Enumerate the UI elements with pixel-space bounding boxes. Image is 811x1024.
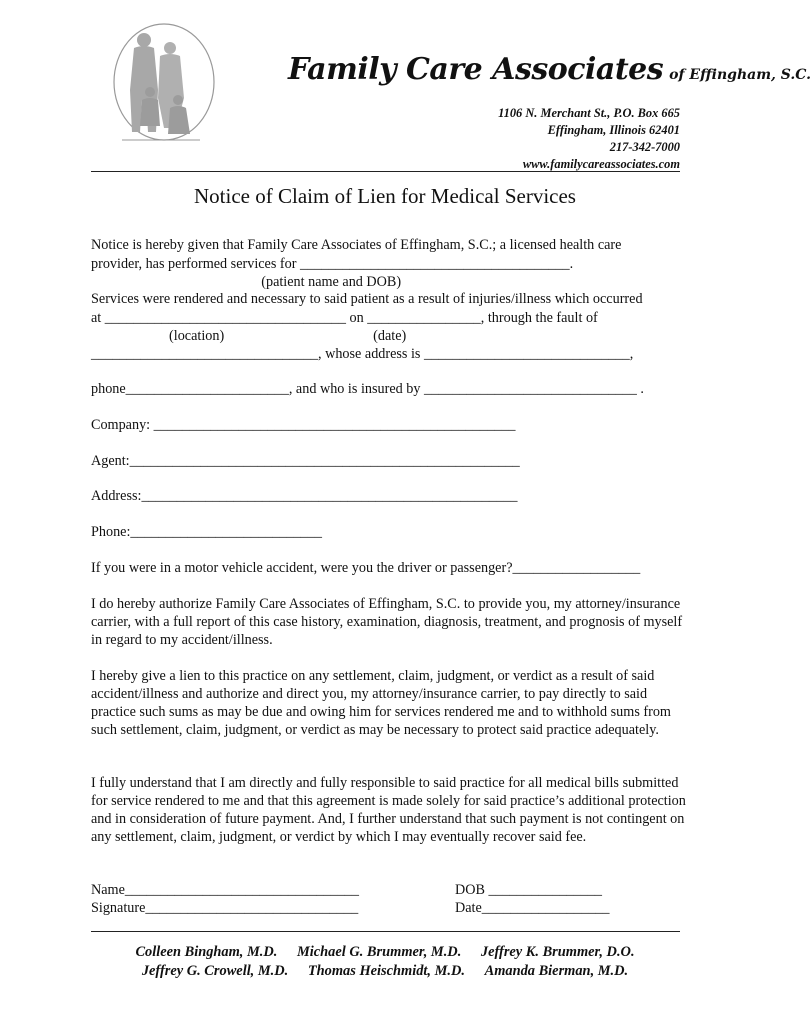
doctor-name: Michael G. Brummer, M.D.: [296, 944, 462, 960]
form-line-7: ________________________________, whose address is _____________________________,: [91, 346, 634, 362]
doctor-name: Colleen Bingham, M.D.: [135, 944, 278, 960]
form-line-3: (patient name and DOB): [91, 274, 402, 290]
form-line-5: at __________________________________ on ________________, through the fault of: [91, 310, 598, 326]
family-logo-image: [104, 20, 218, 162]
doctor-name: Amanda Bierman, M.D.: [484, 963, 629, 979]
page-title: Notice of Claim of Lien for Medical Services: [194, 184, 576, 208]
brand-sub: of Effingham, S.C.: [669, 67, 811, 83]
paragraph-lien: I hereby give a lien to this practice on any settlement, claim, judgment, or verdict as a result of said accident/illness and authorize and direct you, my attorney/insurance carrier, to pay directly to said practice such sums as may be due and owing him for services rendered me and to withhold sums from such settlement, claim, judgment, or verdict as may be necessary to protect said practice adequately.: [91, 668, 671, 738]
form-line-agent: Agent:_______________________________________________________: [91, 453, 520, 469]
signature-field[interactable]: Signature______________________________: [91, 900, 359, 916]
doctor-name: Thomas Heischmidt, M.D.: [307, 963, 465, 979]
paragraph-responsibility: I fully understand that I am directly and fully responsible to said practice for all medical bills submitted for service rendered to me and that this agreement is made solely for said practice’s additional protection and in consideration of future payment. And, I further understand that such payment is not contingent on any settlement, claim, judgment, or verdict by which I may eventually recover said fee.: [91, 775, 686, 845]
form-line-phone: phone_______________________, and who is insured by ______________________________ .: [91, 381, 644, 397]
name-field[interactable]: Name_________________________________: [91, 882, 359, 898]
form-line-company: Company: ___________________________________________________: [91, 417, 516, 433]
brand-main: Family Care Associates: [288, 52, 664, 87]
footer-divider: [91, 931, 680, 932]
header-divider: [91, 171, 680, 172]
form-line-4: Services were rendered and necessary to said patient as a result of injuries/illness which occurred: [91, 291, 643, 307]
form-line-vehicle: If you were in a motor vehicle accident, were you the driver or passenger?__________________: [91, 560, 641, 576]
form-line-address: Address:_____________________________________________________: [91, 488, 518, 504]
form-line-1: Notice is hereby given that Family Care Associates of Effingham, S.C.; a licensed health care: [91, 237, 622, 253]
address-phone: 217-342-7000: [609, 140, 680, 154]
doctors-row-1: [0, 942, 770, 962]
address-website: www.familycareassociates.com: [522, 157, 680, 171]
date-field[interactable]: Date__________________: [455, 900, 610, 916]
form-line-6: (location) (date): [91, 328, 407, 344]
address-city: Effingham, Illinois 62401: [547, 123, 680, 137]
brand-name: [288, 52, 811, 87]
dob-field[interactable]: DOB ________________: [455, 882, 603, 898]
address-street: 1106 N. Merchant St., P.O. Box 665: [498, 106, 680, 120]
address-block: [498, 105, 680, 173]
doctor-name: Jeffrey K. Brummer, D.O.: [480, 944, 635, 960]
paragraph-authorize: I do hereby authorize Family Care Associates of Effingham, S.C. to provide you, my attorney/insurance carrier, with a full report of this case history, examination, diagnosis, treatment, and prognosis of myself in regard to my accident/illness.: [91, 596, 683, 648]
form-line-phone-2: Phone:___________________________: [91, 524, 322, 540]
doctor-name: Jeffrey G. Crowell, M.D.: [141, 963, 289, 979]
doctors-row-2: [0, 961, 770, 981]
form-line-2: provider, has performed services for ______________________________________.: [91, 256, 574, 272]
